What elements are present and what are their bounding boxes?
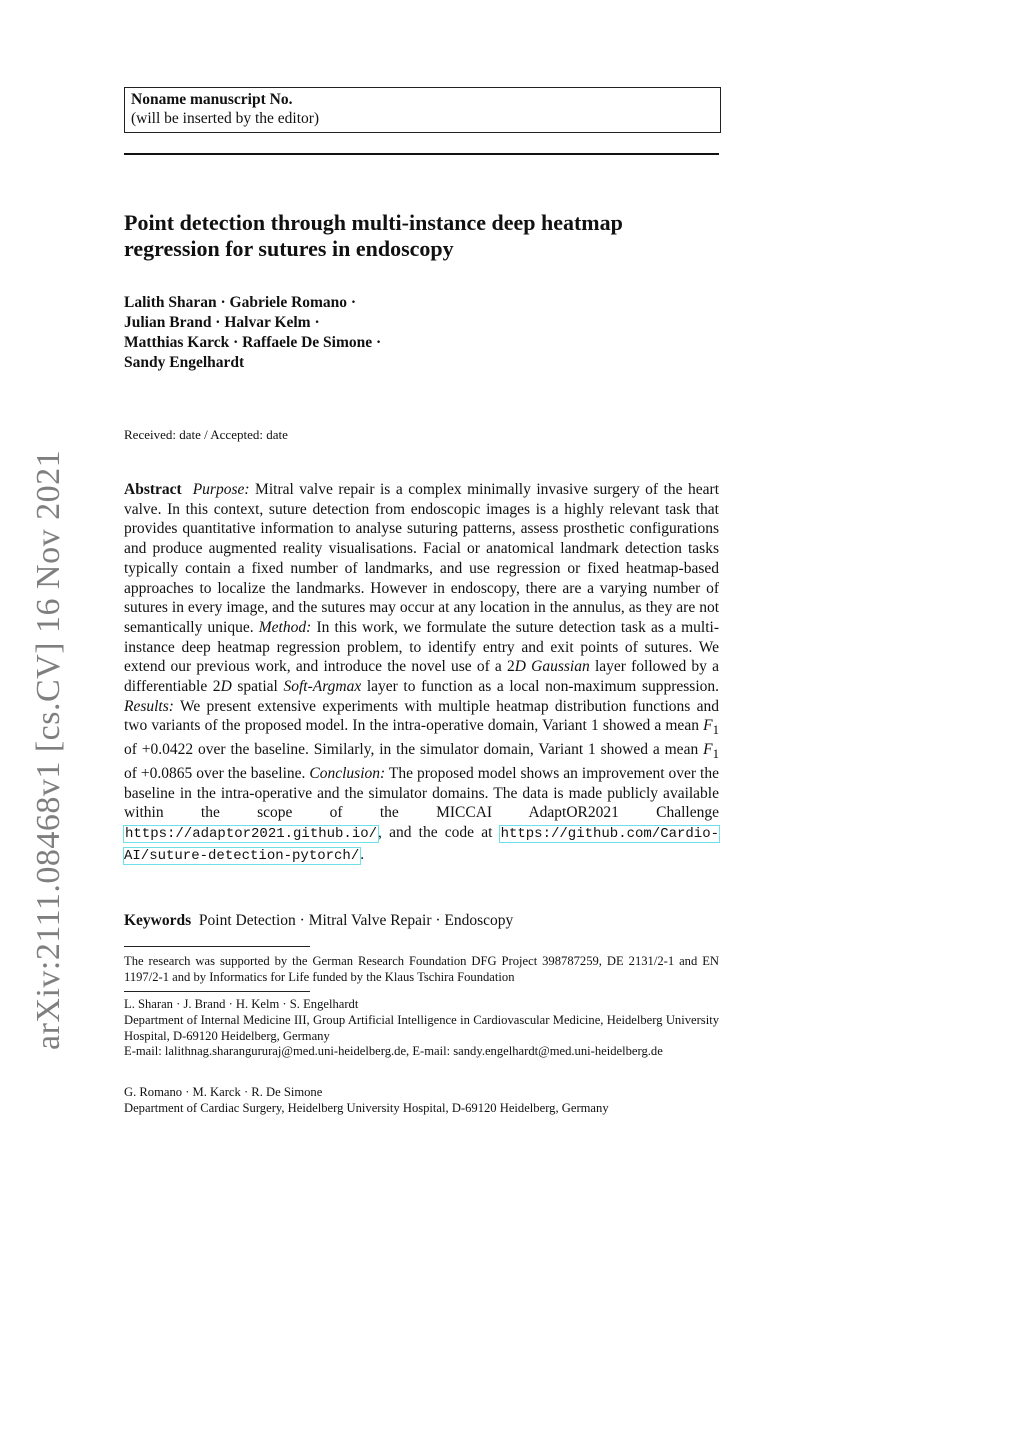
footnote-rule	[124, 991, 310, 992]
conclusion-text: , and the code at	[378, 824, 493, 842]
editor-note: (will be inserted by the editor)	[131, 110, 320, 127]
paper-title-line-2: regression for sutures in endoscopy	[124, 236, 454, 261]
challenge-url-link[interactable]: https://adaptor2021.github.io/	[125, 826, 378, 843]
manuscript-number-label: Noname manuscript No.	[131, 91, 293, 108]
conclusion-text: .	[360, 845, 365, 863]
method-text: In this work, we formulate the suture detection task as a multi-instance deep heatmap regression problem, to identify entry and exit points of sutures. We extend our previous work, and introduce the novel use of a 2	[124, 618, 720, 676]
arxiv-identifier-stamp: arXiv:2111.08468v1 [cs.CV] 16 Nov 2021	[30, 449, 67, 1050]
purpose-label: Purpose:	[192, 481, 250, 498]
paper-title-line-1: Point detection through multi-instance deep heatmap	[124, 210, 623, 235]
f1-symbol: F	[703, 717, 713, 735]
affiliation-block	[124, 997, 719, 1060]
affiliation-department: Department of Internal Medicine III, Group Artificial Intelligence in Cardiovascular Medicine, Heidelberg University Hospital, D-69120 Heidelberg, Germany	[124, 1012, 719, 1043]
affiliation-department: Department of Cardiac Surgery, Heidelberg University Hospital, D-69120 Heidelberg, Germany	[124, 1100, 609, 1115]
conclusion-text: The proposed model shows an improvement over the baseline in the intra-operative and the simulator domains. The data is made publicly available within the scope of the MICCAI AdaptOR2021 Challenge	[124, 765, 719, 822]
method-dimension: D	[220, 678, 232, 696]
received-accepted-date: Received: date / Accepted: date	[124, 427, 288, 442]
results-label: Results:	[124, 697, 174, 715]
abstract-heading: Abstract	[124, 481, 182, 498]
keywords-label: Keywords	[124, 912, 192, 929]
keywords	[124, 911, 513, 931]
author-list	[124, 293, 381, 373]
results-text: We present extensive experiments with multiple heatmap distribution functions and two variants of the proposed model. In the intra-operative domain, Variant 1 showed a mean	[124, 697, 719, 735]
funding-footnote: The research was supported by the German Research Foundation DFG Project 398787259, DE 2131/2-1 and EN 1197/2-1 and by Informatics for Life funded by the Klaus Tschira Foundation	[124, 954, 719, 984]
title-separator-rule	[124, 153, 719, 155]
author-line: Matthias Karck · Raffaele De Simone ·	[124, 334, 382, 351]
method-label: Method:	[258, 618, 312, 636]
results-text: of +0.0422 over the baseline. Similarly, in the simulator domain, Variant 1 showed a mean	[124, 741, 699, 759]
affiliation-email: E-mail: lalithnag.sharangururaj@med.uni-heidelberg.de, E-mail: sandy.engelhardt@med.uni-heidelberg.de	[124, 1044, 663, 1059]
results-text: of +0.0865 over the baseline.	[124, 765, 306, 783]
author-line: Sandy Engelhardt	[124, 354, 245, 371]
method-text: spatial	[237, 678, 278, 696]
author-line: Lalith Sharan · Gabriele Romano ·	[124, 294, 357, 311]
footnote-rule	[124, 946, 310, 947]
method-dimension: D	[514, 658, 526, 676]
abstract	[124, 480, 719, 867]
f1-symbol: F	[703, 741, 713, 759]
f1-subscript: 1	[712, 746, 720, 762]
f1-subscript: 1	[712, 722, 720, 738]
method-gaussian: Gaussian	[531, 658, 590, 676]
affiliation-names: G. Romano · M. Karck · R. De Simone	[124, 1085, 323, 1099]
author-line: Julian Brand · Halvar Kelm ·	[124, 314, 320, 331]
purpose-text: Mitral valve repair is a complex minimally invasive surgery of the heart valve. In this context, suture detection from endoscopic images is a highly relevant task that provides quantitative information to analyse suturing patterns, assess prosthetic configurations and produce augmented reality visualisations. Facial or anatomical landmark detection tasks typically contain a fixed number of landmarks, and use regression or fixed heatmap-based approaches to localize the landmarks. However in endoscopy, there are a varying number of sutures in every image, and the sutures may occur at any location in the annulus, as they are not semantically unique.	[124, 481, 720, 636]
affiliation-block	[124, 1085, 719, 1117]
affiliation-names: L. Sharan · J. Brand · H. Kelm · S. Engelhardt	[124, 997, 359, 1011]
method-softargmax: Soft-Argmax	[283, 678, 362, 696]
method-text: layer followed by a differentiable 2	[124, 658, 720, 696]
keywords-text: Point Detection · Mitral Valve Repair · Endoscopy	[198, 912, 514, 929]
method-text: layer to function as a local non-maximum suppression.	[366, 678, 720, 696]
paper-title	[124, 210, 724, 262]
code-url-link[interactable]: https://github.com/Cardio-AI/suture-detection-pytorch/	[124, 826, 720, 864]
conclusion-label: Conclusion:	[309, 765, 386, 783]
manuscript-header-box	[124, 87, 721, 133]
